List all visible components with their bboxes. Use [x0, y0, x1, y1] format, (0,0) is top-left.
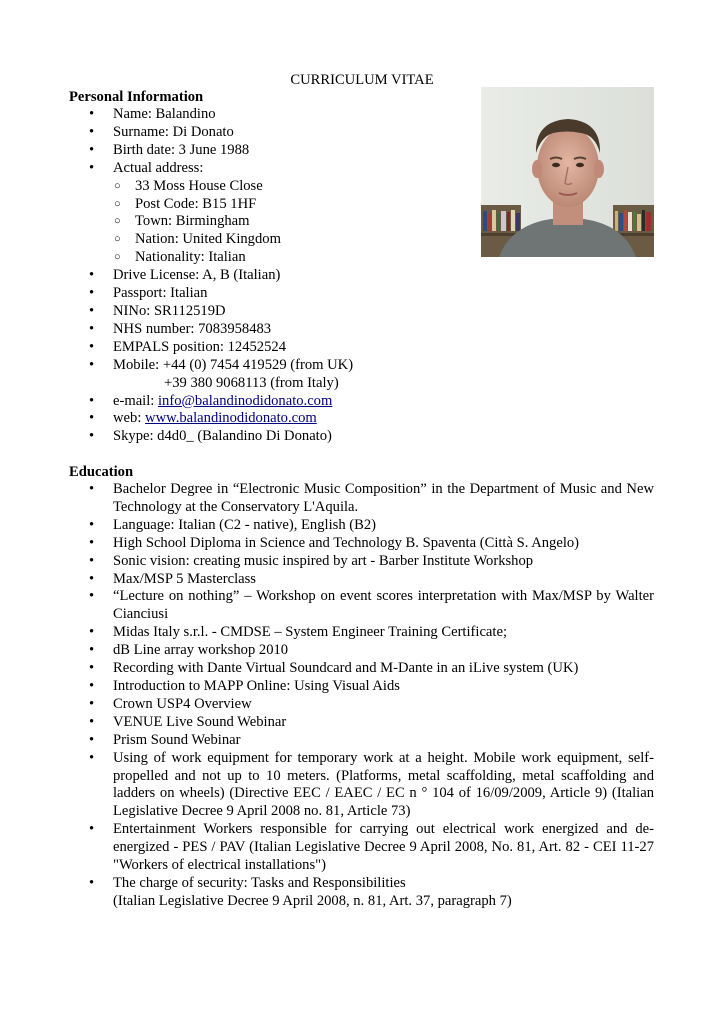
name-field: Name: Balandino [113, 106, 216, 122]
list-item [0, 571, 654, 589]
bullet: • [89, 320, 95, 337]
personal-info-list [0, 106, 353, 446]
education-item: Prism Sound Webinar [113, 731, 241, 748]
list-item [0, 142, 353, 160]
list-item [0, 875, 654, 893]
education-item: “Lecture on nothing” – Workshop on event scores interpretation with Max/MSP by Walter Cianciusi [113, 588, 654, 623]
sub-bullet: ○ [114, 251, 121, 264]
list-item [0, 714, 654, 732]
list-item [0, 410, 353, 428]
list-item [0, 624, 654, 642]
list-item [0, 428, 353, 446]
education-item: Recording with Dante Virtual Soundcard and M-Dante in an iLive system (UK) [113, 660, 579, 677]
bullet: • [89, 481, 95, 497]
list-item [0, 750, 654, 822]
list-item [0, 285, 353, 303]
bullet: • [89, 123, 95, 140]
list-item [0, 124, 353, 142]
education-item: Introduction to MAPP Online: Using Visual Aids [113, 677, 400, 694]
bullet: • [89, 141, 95, 158]
nino-field: NINo: SR112519D [113, 302, 226, 319]
education-item: Entertainment Workers responsible for carrying out electrical work energized and de-energized - PES / PAV (Italian Legislative Decree 9 April 2008, No. 81, Art. 82 - CEI 11-27 "Workers of electrical installations") [113, 821, 654, 874]
bullet: • [89, 159, 95, 176]
document-title: CURRICULUM VITAE [290, 72, 434, 88]
address-label: Actual address: [113, 159, 204, 176]
bullet: • [89, 624, 95, 641]
bullet: • [89, 731, 95, 748]
bullet: • [89, 356, 95, 373]
sub-bullet: ○ [114, 179, 121, 192]
bullet: • [89, 267, 95, 284]
education-item: Max/MSP 5 Masterclass [113, 570, 256, 587]
list-item [0, 678, 654, 696]
bullet: • [89, 392, 95, 409]
bullet: • [89, 534, 95, 551]
bullet: • [89, 516, 95, 533]
bullet: • [89, 588, 95, 605]
list-item [0, 339, 353, 357]
education-item: Sonic vision: creating music inspired by art - Barber Institute Workshop [113, 552, 534, 569]
address-item [0, 231, 353, 249]
education-item: Bachelor Degree in “Electronic Music Composition” in the Department of Music and New Technology at the Conservatory L'Aquila. [113, 481, 654, 515]
list-item [0, 357, 353, 375]
education-item: Language: Italian (C2 - native), English (B2) [113, 516, 377, 533]
address-street: 33 Moss House Close [135, 177, 263, 194]
surname-field: Surname: Di Donato [113, 123, 234, 140]
bullet: • [89, 695, 95, 712]
bullet: • [89, 285, 95, 302]
education-heading: Education [69, 464, 134, 480]
sub-bullet: ○ [114, 197, 121, 210]
education-item: High School Diploma in Science and Technology B. Spaventa (Città S. Angelo) [113, 534, 580, 551]
list-item [0, 732, 654, 750]
profile-photo [481, 87, 654, 257]
sub-bullet: ○ [114, 233, 121, 246]
list-item [0, 535, 654, 553]
mobile-continuation [0, 375, 353, 393]
bullet: • [89, 821, 95, 838]
list-item [0, 393, 353, 411]
address-nation: Nation: United Kingdom [135, 231, 281, 248]
list-item [0, 160, 353, 178]
bullet: • [89, 713, 95, 730]
mobile-italy: +39 380 9068113 (from Italy) [164, 374, 339, 391]
drive-license-field: Drive License: A, B (Italian) [113, 267, 281, 284]
education-item: Crown USP4 Overview [113, 695, 252, 712]
address-nationality: Nationality: Italian [135, 249, 246, 266]
personal-info-heading: Personal Information [69, 89, 204, 105]
education-item: VENUE Live Sound Webinar [113, 713, 287, 730]
list-item-continuation [0, 893, 654, 911]
bullet: • [89, 642, 95, 659]
list-item [0, 321, 353, 339]
address-item [0, 196, 353, 214]
list-item [0, 642, 654, 660]
bullet: • [89, 410, 95, 427]
bullet: • [89, 677, 95, 694]
list-item [0, 267, 353, 285]
bullet: • [89, 749, 95, 766]
address-item [0, 249, 353, 267]
list-item [0, 106, 353, 124]
nhs-number-field: NHS number: 7083958483 [113, 320, 272, 337]
empals-field: EMPALS position: 12452524 [113, 338, 286, 355]
education-item: The charge of security: Tasks and Responsibilities [113, 874, 406, 891]
bullet: • [89, 570, 95, 587]
list-item [0, 588, 654, 624]
bullet: • [89, 552, 95, 569]
list-item [0, 553, 654, 571]
list-item [0, 481, 654, 517]
web-link[interactable]: www.balandinodidonato.com [145, 410, 317, 427]
bullet: • [89, 338, 95, 355]
address-item [0, 213, 353, 231]
bullet: • [89, 428, 95, 445]
passport-field: Passport: Italian [113, 285, 208, 302]
education-item: Using of work equipment for temporary work at a height. Mobile work equipment, self-propelled and not up to 10 meters. (Platforms, metal scaffolding, metal scaffolding and ladders on wheels) (Directive EEC / EAEC / EC n ° 104 of 16/09/2009, Article 9) (Italian Legislative Decree 9 April 2008 no. 81, Article 73) [113, 749, 654, 820]
address-postcode: Post Code: B15 1HF [135, 195, 257, 212]
web-label: web: [113, 410, 146, 427]
list-item [0, 660, 654, 678]
address-town: Town: Birmingham [135, 213, 250, 230]
list-item [0, 821, 654, 875]
education-item-continuation: (Italian Legislative Decree 9 April 2008, n. 81, Art. 37, paragraph 7) [113, 892, 512, 909]
education-item: dB Line array workshop 2010 [113, 642, 289, 659]
list-item [0, 303, 353, 321]
education-item: Midas Italy s.r.l. - CMDSE – System Engineer Training Certificate; [113, 624, 507, 641]
email-link[interactable]: info@balandinodidonato.com [157, 392, 333, 409]
list-item [0, 517, 654, 535]
mobile-field: Mobile: +44 (0) 7454 419529 (from UK) [113, 356, 354, 373]
sub-bullet: ○ [114, 215, 121, 228]
bullet: • [89, 302, 95, 319]
birth-date-field: Birth date: 3 June 1988 [113, 141, 250, 158]
education-list [0, 481, 654, 911]
email-label: e-mail: [113, 392, 158, 409]
skype-field: Skype: d4d0_ (Balandino Di Donato) [113, 428, 332, 445]
bullet: • [89, 106, 95, 122]
address-item [0, 178, 353, 196]
bullet: • [89, 874, 95, 891]
list-item [0, 696, 654, 714]
bullet: • [89, 660, 95, 677]
